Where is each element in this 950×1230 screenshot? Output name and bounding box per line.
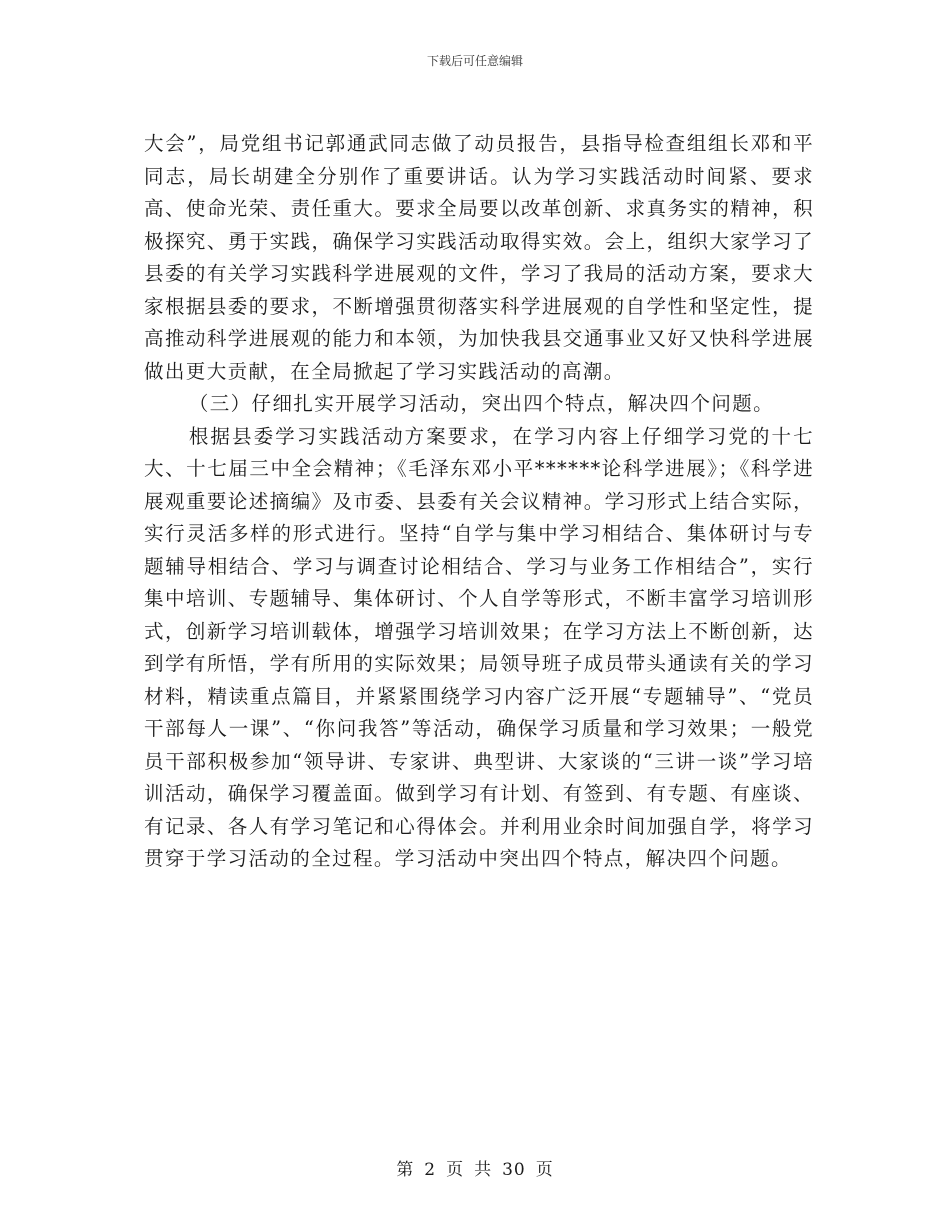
footer-total-pages: 30 bbox=[502, 1160, 526, 1180]
footer-page-number: 2 bbox=[424, 1160, 437, 1180]
footer-total-prefix: 共 bbox=[474, 1160, 493, 1180]
paragraph-2-heading: （三）仔细扎实开展学习活动，突出四个特点，解决四个问题。 bbox=[188, 392, 775, 415]
page-footer bbox=[0, 1155, 950, 1180]
footer-page-mid: 页 bbox=[446, 1160, 465, 1180]
footer-total-suffix: 页 bbox=[535, 1160, 554, 1180]
paragraph-3: 根据县委学习实践活动方案要求，在学习内容上仔细学习党的十七大、十七届三中全会精神；《毛泽东邓小平******论科学进展》；《科学进展观重要论述摘编》及市委、县委有关会议精神。学习形式上结合实际，实行灵活多样的形式进行。坚持“自学与集中学习相结合、集体研讨与专题辅导相结合、学习与调查讨论相结合、学习与业务工作相结合”，实行集中培训、专题辅导、集体研讨、个人自学等形式，不断丰富学习培训形式，创新学习培训载体，增强学习培训效果；在学习方法上不断创新，达到学有所悟，学有所用的实际效果；局领导班子成员带头通读有关的学习材料，精读重点篇目，并紧紧围绕学习内容广泛开展“专题辅导”、“党员干部每人一课”、“你问我答”等活动，确保学习质量和学习效果；一般党员干部积极参加“领导讲、专家讲、典型讲、大家谈的“三讲一谈”学习培训活动，确保学习覆盖面。做到学习有计划、有签到、有专题、有座谈、有记录、各人有学习笔记和心得体会。并利用业余时间加强自学，将学习贯穿于学习活动的全过程。学习活动中突出四个特点，解决四个问题。 bbox=[144, 424, 814, 870]
footer-page-prefix: 第 bbox=[396, 1160, 415, 1180]
paragraph-1: 大会”，局党组书记郭通武同志做了动员报告，县指导检查组组长邓和平同志，局长胡建全分别作了重要讲话。认为学习实践活动时间紧、要求高、使命光荣、责任重大。要求全局要以改革创新、求真务实的精神，积极探究、勇于实践，确保学习实践活动取得实效。会上，组织大家学习了县委的有关学习实践科学进展观的文件，学习了我局的活动方案，要求大家根据县委的要求，不断增强贯彻落实科学进展观的自学性和坚定性，提高推动科学进展观的能力和本领，为加快我县交通事业又好又快科学进展做出更大贡献，在全局掀起了学习实践活动的高潮。 bbox=[144, 132, 814, 383]
page-header-note: 下载后可任意编辑 bbox=[426, 54, 523, 68]
document-body bbox=[144, 128, 814, 876]
